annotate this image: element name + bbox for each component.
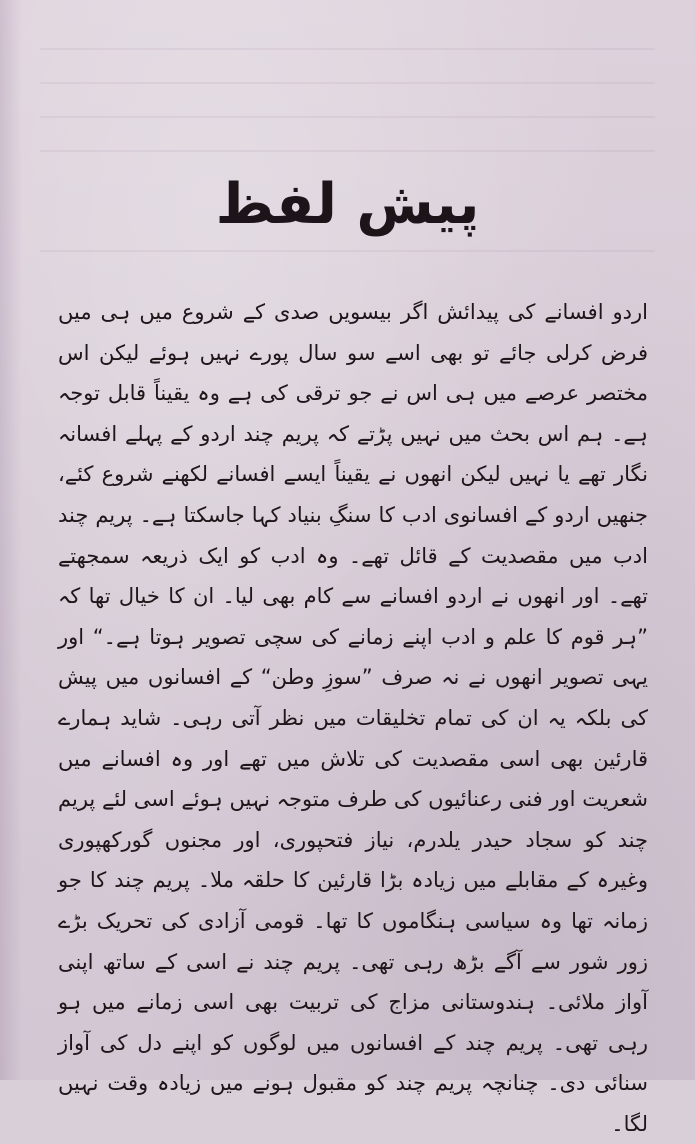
page-title: پیش لفظ [215, 172, 480, 237]
bleed-through-line [40, 116, 655, 118]
bleed-through-line [40, 250, 655, 252]
bleed-through-line [40, 82, 655, 84]
bleed-through-line [40, 150, 655, 152]
bleed-through-line [40, 48, 655, 50]
body-text [58, 292, 648, 1144]
paragraph: اردو افسانے کی پیدائش اگر بیسویں صدی کے شروع میں ہی میں فرض کرلی جائے تو بھی اسے سو سال پورے نہیں ہوئے لیکن اس مختصر عرصے میں ہی اس نے جو ترقی کی ہے وہ یقیناً قابل توجہ ہے۔ ہم اس بحث میں نہیں پڑتے کہ پریم چند اردو کے پہلے افسانہ نگار تھے یا نہیں لیکن انھوں نے یقیناً ایسے افسانے لکھنے شروع کئے، جنھیں اردو کے افسانوی ادب کا سنگِ بنیاد کہا جاسکتا ہے۔ پریم چند ادب میں مقصدیت کے قائل تھے۔ وہ ادب کو ایک ذریعہ سمجھتے تھے۔ اور انھوں نے اردو افسانے سے کام بھی لیا۔ ان کا خیال تھا کہ ”ہر قوم کا علم و ادب اپنے زمانے کی سچی تصویر ہوتا ہے۔“ اور یہی تصویر انھوں نے نہ صرف ”سوزِ وطن“ کے افسانوں میں پیش کی بلکہ یہ ان کی تمام تخلیقات میں نظر آتی رہی۔ شاید ہمارے قارئین بھی اسی مقصدیت کی تلاش میں تھے اور وہ افسانے میں شعریت اور فنی رعنائیوں کی طرف متوجہ نہیں ہوئے اسی لئے پریم چند کو سجاد حیدر یلدرم، نیاز فتحپوری، اور مجنوں گورکھپوری وغیرہ کے مقابلے میں زیادہ بڑا قارئین کا حلقہ ملا۔ پریم چند کا جو زمانہ تھا وہ سیاسی ہنگاموں کا تھا۔ قومی آزادی کی تحریک بڑے زور شور سے آگے بڑھ رہی تھی۔ پریم چند نے اسی کے ساتھ اپنی آواز ملائی۔ ہندوستانی مزاج کی تربیت بھی اسی زمانے میں ہو رہی تھی۔ پریم چند کے افسانوں میں لوگوں کو اپنے دل کی آواز سنائی دی۔ چنانچہ پریم چند کو مقبول ہونے میں زیادہ وقت نہیں لگا۔ [58, 300, 648, 1136]
